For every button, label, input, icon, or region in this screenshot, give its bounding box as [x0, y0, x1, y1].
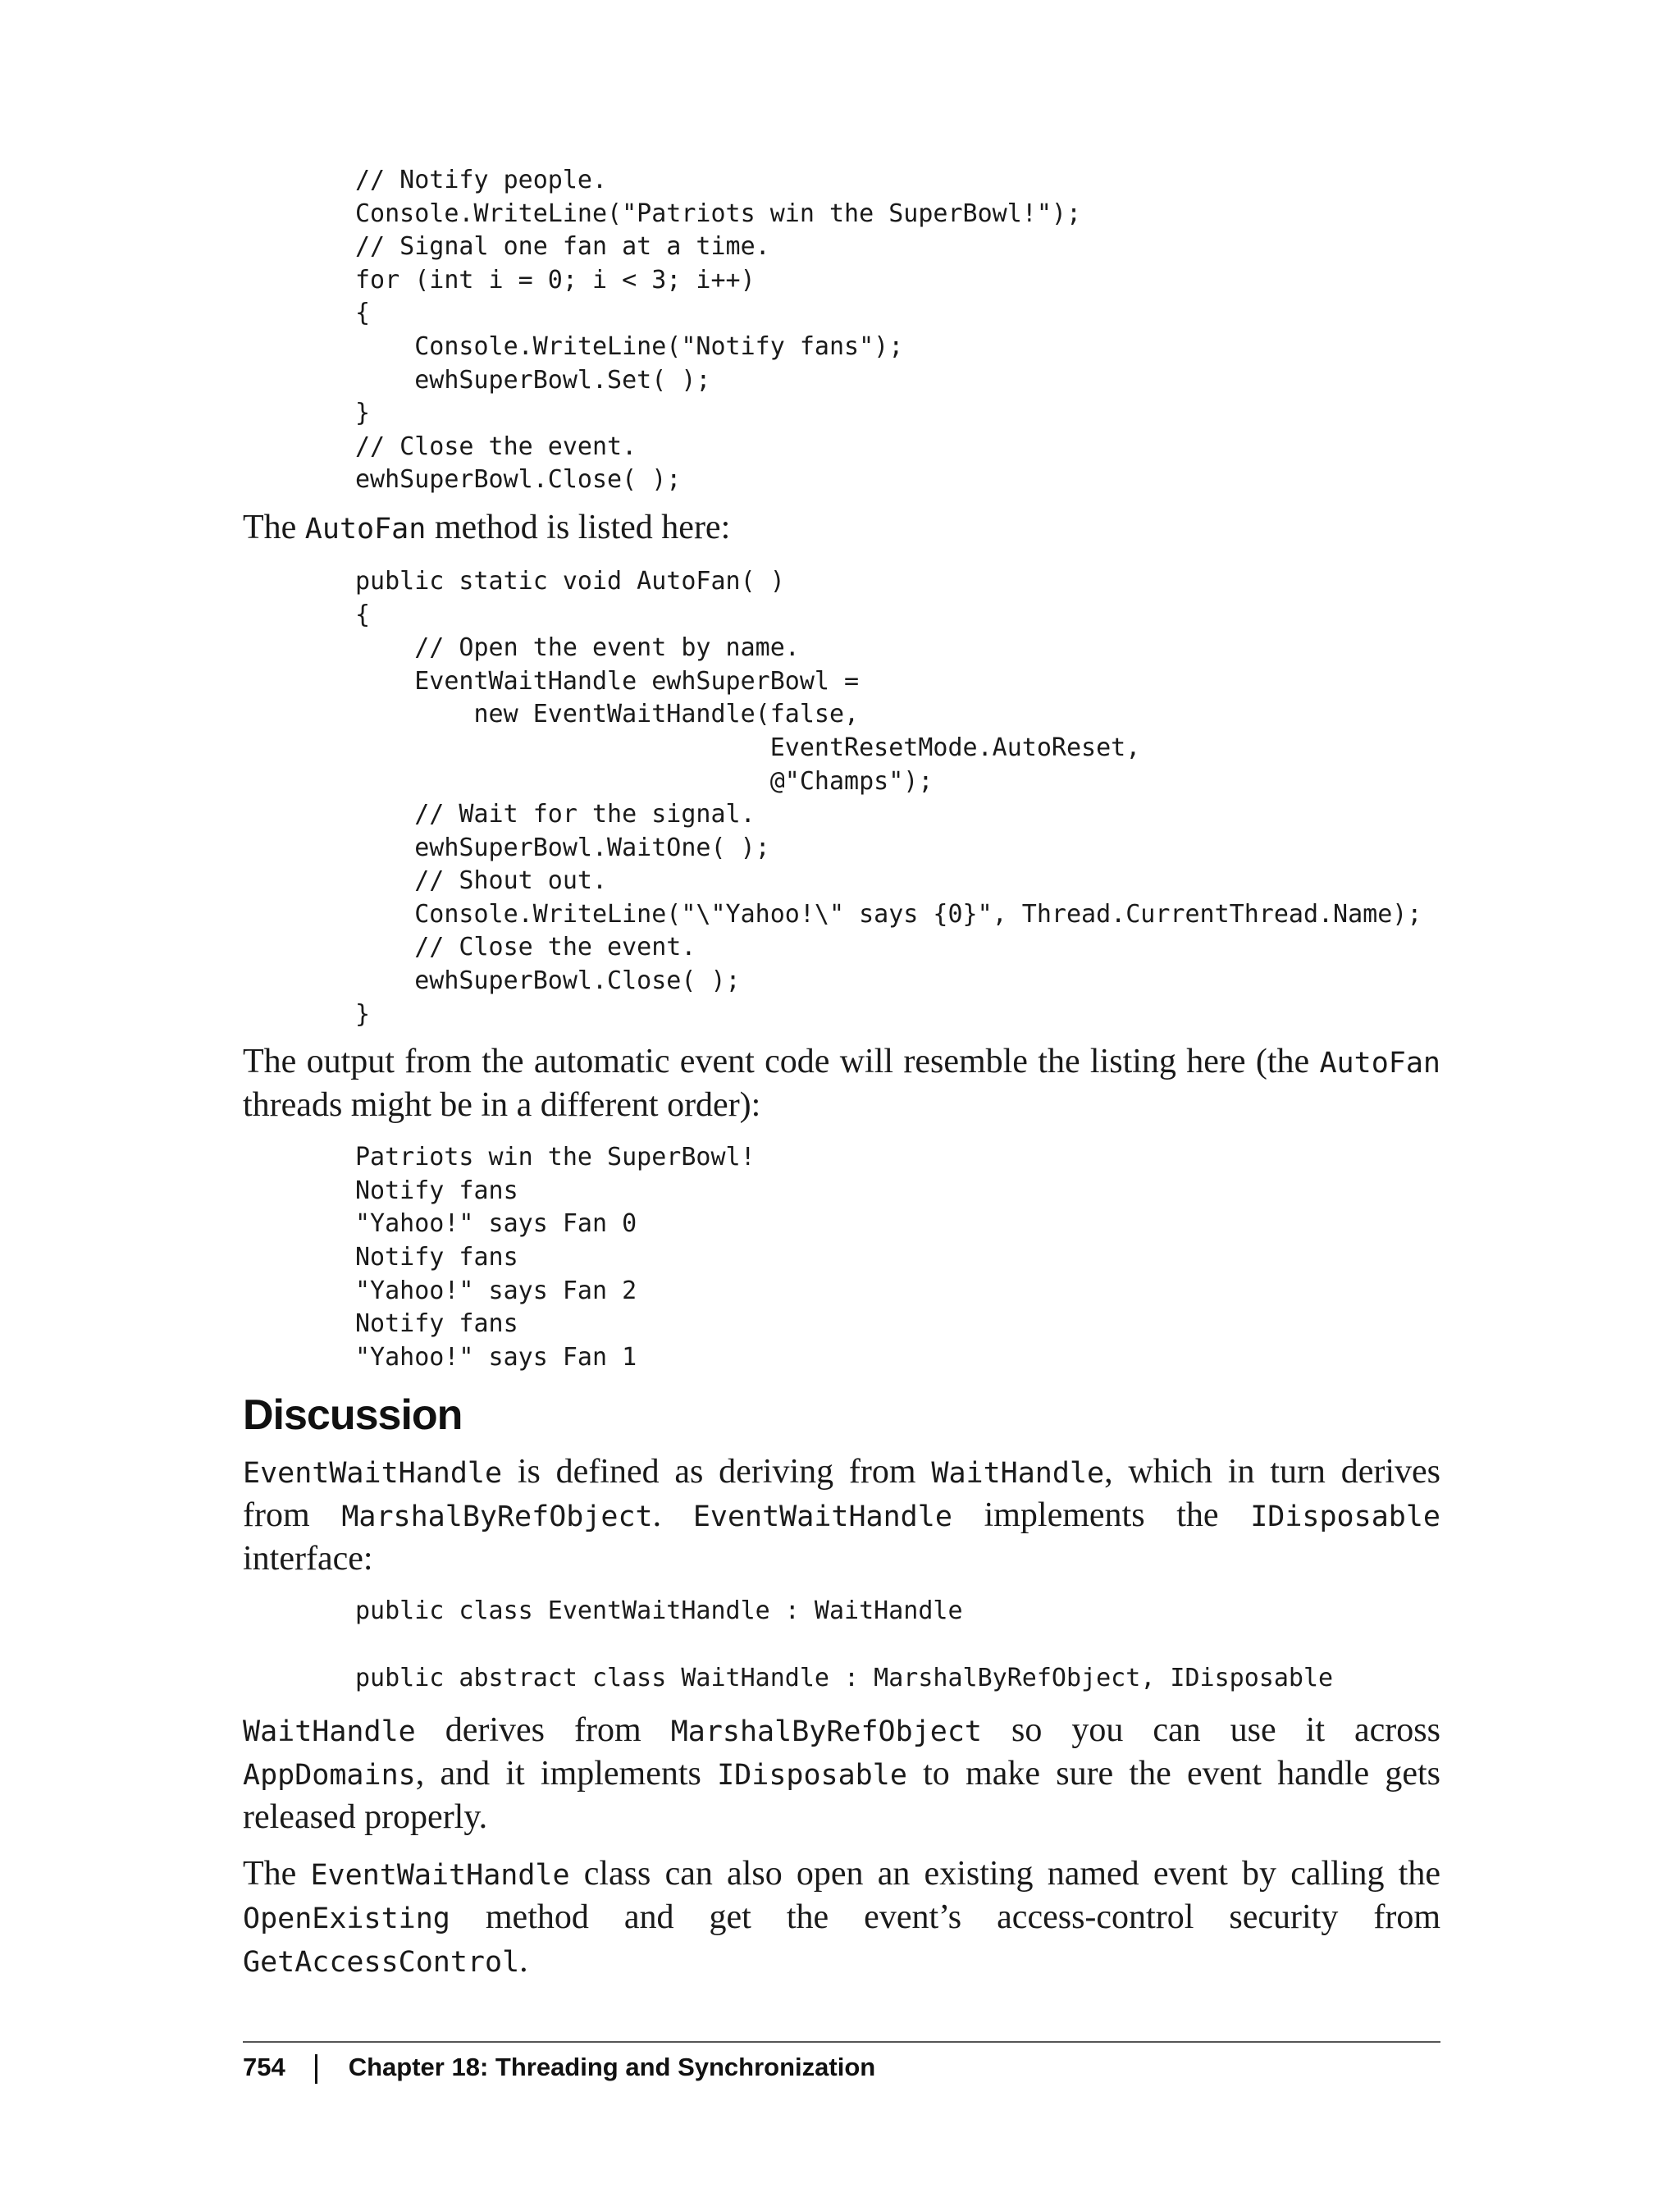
inline-code: EventWaitHandle	[243, 1457, 503, 1491]
text-run: interface:	[243, 1540, 373, 1578]
text-run: class can also open an existing named event by calling the	[569, 1855, 1440, 1893]
inline-code: AutoFan	[1319, 1047, 1440, 1080]
page-body	[243, 164, 1440, 1984]
inline-code: MarshalByRefObject	[670, 1715, 982, 1749]
code-block-class-declarations: public class EventWaitHandle : WaitHandle public abstract class WaitHandle : MarshalByRefObject, IDisposable	[355, 1596, 1334, 1692]
text-run: threads might be in a different order):	[243, 1086, 761, 1125]
paragraph-discussion-2	[243, 1710, 1440, 1838]
footer-separator	[315, 2054, 317, 2084]
text-run: implements the	[952, 1496, 1251, 1535]
inline-code: IDisposable	[1250, 1500, 1440, 1534]
inline-code: MarshalByRefObject	[341, 1500, 653, 1534]
text-run: .	[519, 1942, 528, 1980]
inline-code: IDisposable	[717, 1759, 907, 1793]
code-block-autofan-method: public static void AutoFan( ) { // Open the event by name. EventWaitHandle ewhSuperBowl = new EventWaitHandle(false, EventResetMode.AutoReset, @"Champs"); // Wait for the signal. ewhSuperBowl.WaitOne( ); // Shout out. Console.WriteLine("\"Yahoo!\" says {0}", Thread.CurrentThread.Name); // Close the event. ewhSuperBowl.Close( ); }	[355, 566, 1422, 1029]
paragraph-autofan-intro	[243, 507, 1440, 550]
page-footer	[243, 2041, 1440, 2084]
inline-code: AppDomains	[243, 1759, 416, 1793]
text-run: is defined as deriving from	[502, 1453, 932, 1491]
text-run: .	[652, 1496, 693, 1535]
text-run: so you can use it across	[981, 1711, 1440, 1750]
inline-code: GetAccessControl	[243, 1946, 520, 1980]
code-block-notify-fans: // Notify people. Console.WriteLine("Patriots win the SuperBowl!"); // Signal one fan at a time. for (int i = 0; i < 3; i++) { Console.WriteLine("Notify fans"); ewhSuperBowl.Set( ); } // Close the event. ewhSuperBowl.Close( );	[355, 166, 1082, 495]
text-run: method is listed here:	[426, 508, 731, 546]
text-run: The	[243, 1855, 311, 1893]
paragraph-discussion-1	[243, 1451, 1440, 1580]
inline-code: EventWaitHandle	[310, 1859, 570, 1893]
text-run: , which in turn derives from	[243, 1453, 1441, 1535]
inline-code: EventWaitHandle	[692, 1500, 952, 1534]
code-block-output-listing: Patriots win the SuperBowl! Notify fans "Yahoo!" says Fan 0 Notify fans "Yahoo!" says Fan 2 Notify fans "Yahoo!" says Fan 1	[355, 1143, 756, 1372]
paragraph-output-intro	[243, 1041, 1440, 1126]
text-run: The output from the automatic event code will resemble the listing here (the	[243, 1043, 1320, 1081]
text-run: derives from	[415, 1711, 671, 1750]
text-run: method and get the event’s access-control security from	[450, 1898, 1440, 1937]
inline-code: WaitHandle	[243, 1715, 416, 1749]
text-run: to make sure the event handle gets released properly.	[243, 1755, 1441, 1837]
paragraph-discussion-3	[243, 1853, 1440, 1984]
text-run: , and it implements	[415, 1755, 718, 1793]
inline-code: AutoFan	[304, 512, 427, 546]
inline-code: WaitHandle	[931, 1457, 1105, 1491]
page-number: 754	[243, 2053, 285, 2081]
inline-code: OpenExisting	[243, 1902, 450, 1936]
section-heading-discussion: Discussion	[243, 1391, 463, 1440]
chapter-title: Chapter 18: Threading and Synchronization	[348, 2053, 876, 2081]
text-run: The	[243, 508, 305, 546]
